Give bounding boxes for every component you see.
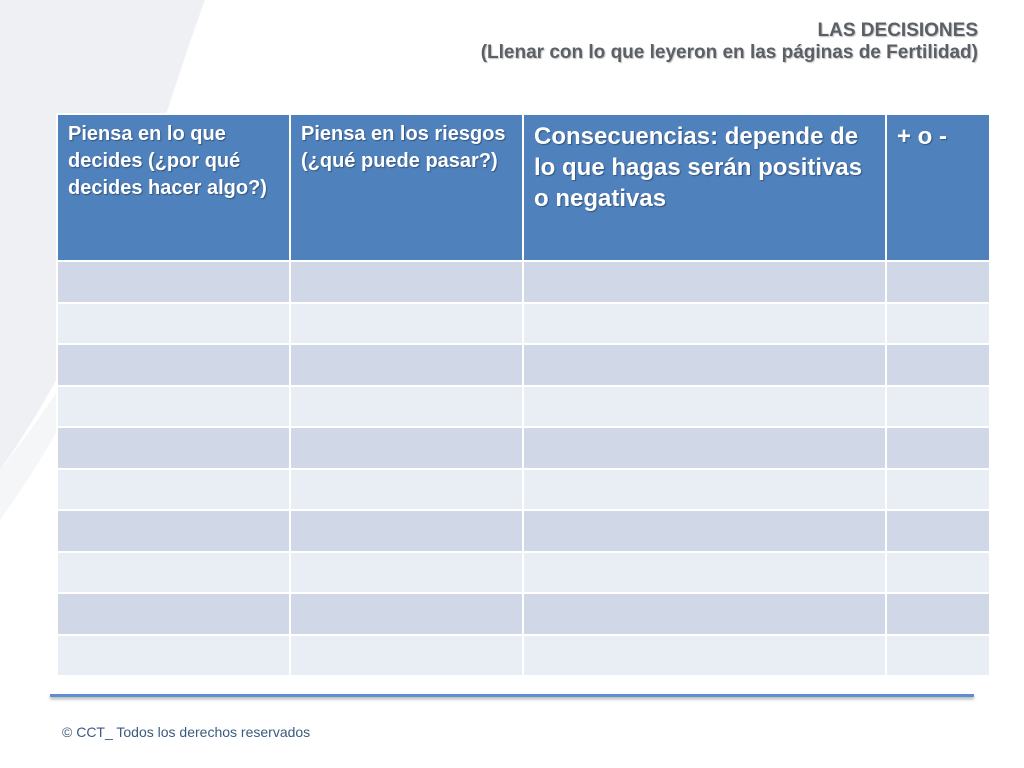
table-body [57, 261, 990, 676]
table-cell [57, 386, 290, 428]
table-cell [886, 261, 990, 303]
table-cell [523, 593, 886, 635]
table-cell [290, 427, 523, 469]
table-cell [290, 510, 523, 552]
table-cell [290, 552, 523, 594]
table-cell [290, 344, 523, 386]
table-cell [523, 427, 886, 469]
table-cell [57, 344, 290, 386]
footer-divider [50, 694, 974, 697]
table-cell [886, 635, 990, 677]
table-cell [57, 635, 290, 677]
table-cell [523, 386, 886, 428]
table-cell [57, 427, 290, 469]
title-block [481, 20, 978, 64]
table-row [57, 510, 990, 552]
table-cell [290, 469, 523, 511]
table-row [57, 344, 990, 386]
table-cell [523, 303, 886, 345]
table-cell [886, 552, 990, 594]
table-cell [57, 552, 290, 594]
table-cell [523, 469, 886, 511]
table-row [57, 386, 990, 428]
table-cell [57, 593, 290, 635]
header-decides: Piensa en lo que decides (¿por qué decides hacer algo?) [57, 114, 290, 261]
table-cell [57, 261, 290, 303]
header-consecuencias: Consecuencias: depende de lo que hagas serán positivas o negativas [523, 114, 886, 261]
table-cell [886, 427, 990, 469]
table-cell [886, 386, 990, 428]
table-row [57, 635, 990, 677]
table-row [57, 427, 990, 469]
table-cell [886, 469, 990, 511]
table-row [57, 552, 990, 594]
table-row [57, 469, 990, 511]
table-cell [886, 593, 990, 635]
page-title: LAS DECISIONES [817, 20, 978, 41]
table-cell [523, 344, 886, 386]
table-cell [523, 510, 886, 552]
table-cell [886, 510, 990, 552]
table-cell [57, 303, 290, 345]
table-header-row [57, 114, 990, 261]
header-mas-o-menos: + o - [886, 114, 990, 261]
table-cell [290, 261, 523, 303]
page-subtitle: (Llenar con lo que leyeron en las páginas de Fertilidad) [480, 42, 978, 63]
table-cell [523, 552, 886, 594]
table-cell [290, 593, 523, 635]
table-row [57, 261, 990, 303]
table-cell [523, 261, 886, 303]
table-cell [886, 344, 990, 386]
table-cell [290, 303, 523, 345]
table-cell [523, 635, 886, 677]
table-cell [886, 303, 990, 345]
decisions-table [56, 113, 991, 677]
table-cell [290, 635, 523, 677]
table-cell [290, 386, 523, 428]
table-cell [57, 469, 290, 511]
table-row [57, 303, 990, 345]
table-cell [57, 510, 290, 552]
copyright-footer: © CCT_ Todos los derechos reservados [62, 724, 311, 740]
header-riesgos: Piensa en los riesgos (¿qué puede pasar?) [290, 114, 523, 261]
table-row [57, 593, 990, 635]
